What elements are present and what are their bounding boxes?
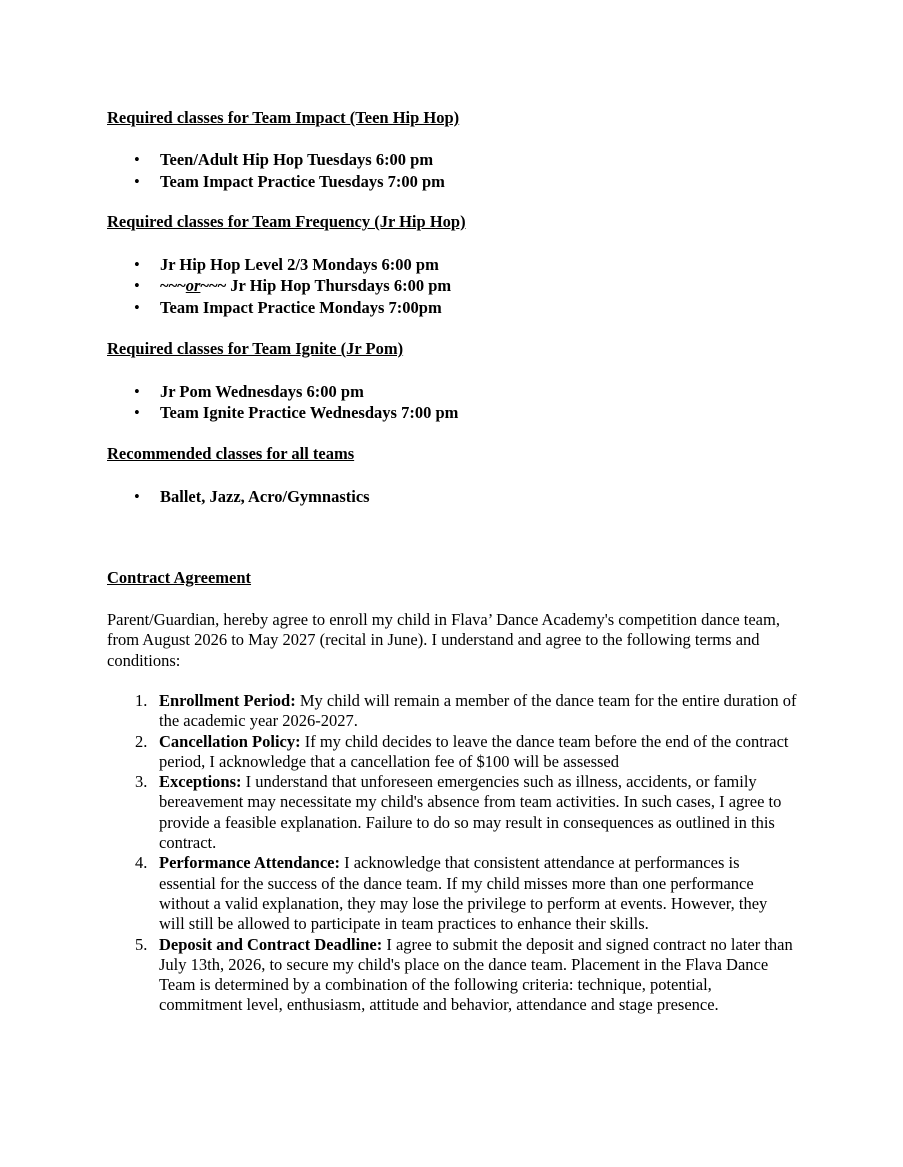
bullet-icon: • [134, 172, 140, 191]
heading-team-impact: Required classes for Team Impact (Teen Hip Hop) [107, 108, 460, 127]
term-item [107, 935, 797, 1016]
term-text: I agree to submit the deposit and signed contract no later than July 13th, 2026, to secure my child's place on the dance team. Placement in the Flava Dance Team is determined by a combination of the following criteria: technique, potential, commitment level, enthusiasm, attitude and behavior, attendance and stage presence. [159, 934, 793, 1015]
heading-recommended: Recommended classes for all teams [107, 444, 355, 463]
bullet-icon: • [134, 382, 140, 401]
or-word: or [185, 276, 201, 295]
list-item-label: Jr Hip Hop Thursdays 6:00 pm [230, 276, 452, 295]
term-title: Deposit and Contract Deadline: [159, 934, 383, 954]
list-item-text: Team Ignite Practice Wednesdays 7:00 pm [160, 403, 459, 422]
list-item-text: Ballet, Jazz, Acro/Gymnastics [160, 487, 370, 506]
term-text: I understand that unforeseen emergencies such as illness, accidents, or family bereavement may necessitate my child's absence from team activities. In such cases, I agree to provide a feasible explanation. Failure to do so may result in consequences as outlined in this contract. [159, 772, 782, 853]
term-item [107, 732, 797, 773]
list-item-text: Jr Hip Hop Level 2/3 Mondays 6:00 pm [160, 255, 439, 274]
heading-team-ignite: Required classes for Team Ignite (Jr Pom) [107, 339, 404, 358]
bullet-icon: • [134, 298, 140, 317]
term-title: Cancellation Policy: [159, 731, 301, 751]
list-item-text [160, 275, 451, 296]
heading-team-frequency: Required classes for Team Frequency (Jr Hip Hop) [107, 212, 466, 231]
term-item [107, 772, 797, 853]
list-item-text: Teen/Adult Hip Hop Tuesdays 6:00 pm [160, 150, 434, 169]
bullet-icon: • [134, 487, 140, 506]
term-number: 5. [135, 934, 148, 954]
term-text: My child will remain a member of the dance team for the entire duration of the academic year 2026-2027. [159, 691, 797, 731]
term-number: 4. [135, 853, 148, 873]
terms-list [107, 691, 797, 1016]
list-item-text: Jr Pom Wednesdays 6:00 pm [160, 382, 364, 401]
term-item [107, 691, 797, 732]
bullet-icon: • [134, 276, 140, 295]
contract-intro: Parent/Guardian, hereby agree to enroll my child in Flava’ Dance Academy's competition dance team, from August 2026 to May 2027 (recital in June). I understand and agree to the following terms and conditions: [107, 610, 780, 670]
heading-contract-agreement: Contract Agreement [107, 568, 252, 587]
bullet-icon: • [134, 150, 140, 169]
bullet-icon: • [134, 403, 140, 422]
list-item-text: Team Impact Practice Tuesdays 7:00 pm [160, 172, 445, 191]
or-suffix: ~~~ [200, 276, 227, 295]
bullet-icon: • [134, 255, 140, 274]
term-text: I acknowledge that consistent attendance at performances is essential for the success of the dance team. If my child misses more than one performance without a valid explanation, they may lose the privilege to perform at events. However, they will still be allowed to participate in team practices to enhance their skills. [159, 853, 768, 934]
list-item-text: Team Impact Practice Mondays 7:00pm [160, 298, 442, 317]
term-title: Exceptions: [159, 772, 242, 792]
or-prefix: ~~~ [160, 276, 186, 295]
term-item [107, 853, 797, 934]
term-number: 2. [135, 731, 148, 751]
term-number: 1. [135, 691, 148, 710]
term-title: Performance Attendance: [159, 853, 340, 873]
term-text: If my child decides to leave the dance team before the end of the contract period, I acknowledge that a cancellation fee of $100 will be assessed [159, 731, 789, 771]
term-title: Enrollment Period: [159, 691, 296, 710]
term-number: 3. [135, 772, 148, 792]
